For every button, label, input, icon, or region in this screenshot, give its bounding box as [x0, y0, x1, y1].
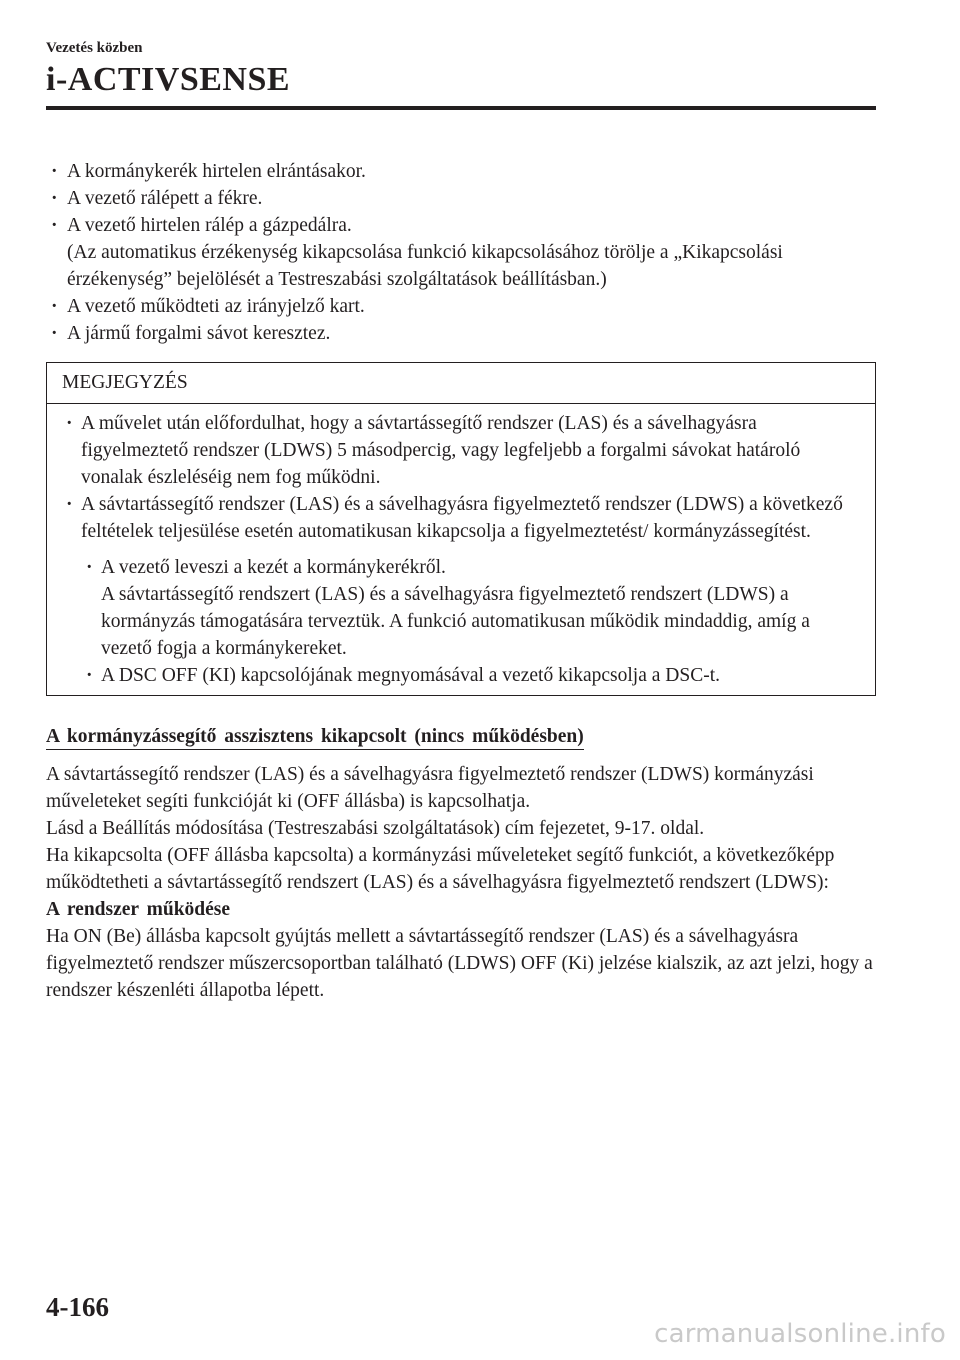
title-rule — [46, 106, 876, 110]
watermark: carmanualsonline.info — [654, 1319, 946, 1349]
note-sub-bullet: · A DSC OFF (KI) kapcsolójának megnyomásával a vezető kikapcsolja a DSC-t. — [81, 662, 865, 689]
list-item: · A vezető rálépett a fékre. — [46, 185, 876, 212]
note-box — [46, 362, 876, 696]
note-bullet: · A sávtartássegítő rendszer (LAS) és a sávelhagyásra figyelmeztető rendszer (LDWS) a következő feltételek teljesülése esetén automatikusan kikapcsolja a figyelmeztetést/ kormányzássegítést. — [61, 491, 865, 545]
paragraph: Ha ON (Be) állásba kapcsolt gyújtás mellett a sávtartássegítő rendszer (LAS) és a sávelhagyásra figyelmeztető rendszer műszercsoportban található (LDWS) OFF (Ki) jelzése kialszik, az azt jelzi, hogy a rendszer készenléti állapotba lépett. — [46, 926, 873, 1001]
paragraph: Lásd a Beállítás módosítása (Testreszabási szolgáltatások) cím fejezetet, 9-17. oldal. — [46, 818, 705, 839]
page-number: 4-166 — [46, 1292, 109, 1322]
list-item: · A vezető működteti az irányjelző kart. — [46, 293, 876, 320]
note-title: MEGJEGYZÉS — [47, 363, 875, 404]
note-sub-list — [61, 554, 865, 689]
list-item: · A vezető hirtelen rálép a gázpedálra. — [46, 212, 876, 239]
section-heading: A kormányzássegítő asszisztens kikapcsolt (nincs működésben) — [46, 725, 584, 750]
chapter-title: i-ACTIVSENSE — [46, 61, 291, 98]
note-sub-paragraph: A sávtartássegítő rendszert (LAS) és a sávelhagyásra figyelmeztető rendszert (LDWS) a kormányzás támogatására terveztük. A funkció automatikusan működik mindaddig, amíg a vezető fogja a kormánykereket. — [101, 584, 810, 659]
note-body — [47, 404, 875, 695]
intro-paragraph: (Az automatikus érzékenység kikapcsolása funkció kikapcsolásához törölje a „Kikapcsolási érzékenység” bejelölését a Testreszabási szolgáltatások beállításban.) — [67, 242, 783, 290]
list-item: · A kormánykerék hirtelen elrántásakor. — [46, 158, 876, 185]
paragraph: Ha kikapcsolta (OFF állásba kapcsolta) a kormányzási műveleteket segítő funkciót, a következőképp működtetheti a sávtartássegítő rendszert (LAS) és a sávelhagyásra figyelmeztető rendszert (LDWS): — [46, 845, 835, 893]
note-sub-bullet: · A vezető leveszi a kezét a kormánykerékről. — [81, 554, 865, 581]
section-label: Vezetés közben — [46, 40, 143, 56]
paragraph: A sávtartássegítő rendszer (LAS) és a sávelhagyásra figyelmeztető rendszer (LDWS) kormányzási műveleteket segíti funkcióját ki (OFF állásba) is kapcsolhatja. — [46, 764, 814, 812]
body-text — [46, 761, 876, 1004]
page-content — [46, 158, 876, 1004]
note-bullet: · A művelet után előfordulhat, hogy a sávtartássegítő rendszer (LAS) és a sávelhagyásra figyelmeztető rendszer (LDWS) 5 másodpercig, vagy legfeljebb a forgalmi sávokat határoló vonalak észleléséig nem fog működni. — [61, 410, 865, 491]
list-item: · A jármű forgalmi sávot keresztez. — [46, 320, 876, 347]
bold-subheading: A rendszer működése — [46, 899, 231, 920]
